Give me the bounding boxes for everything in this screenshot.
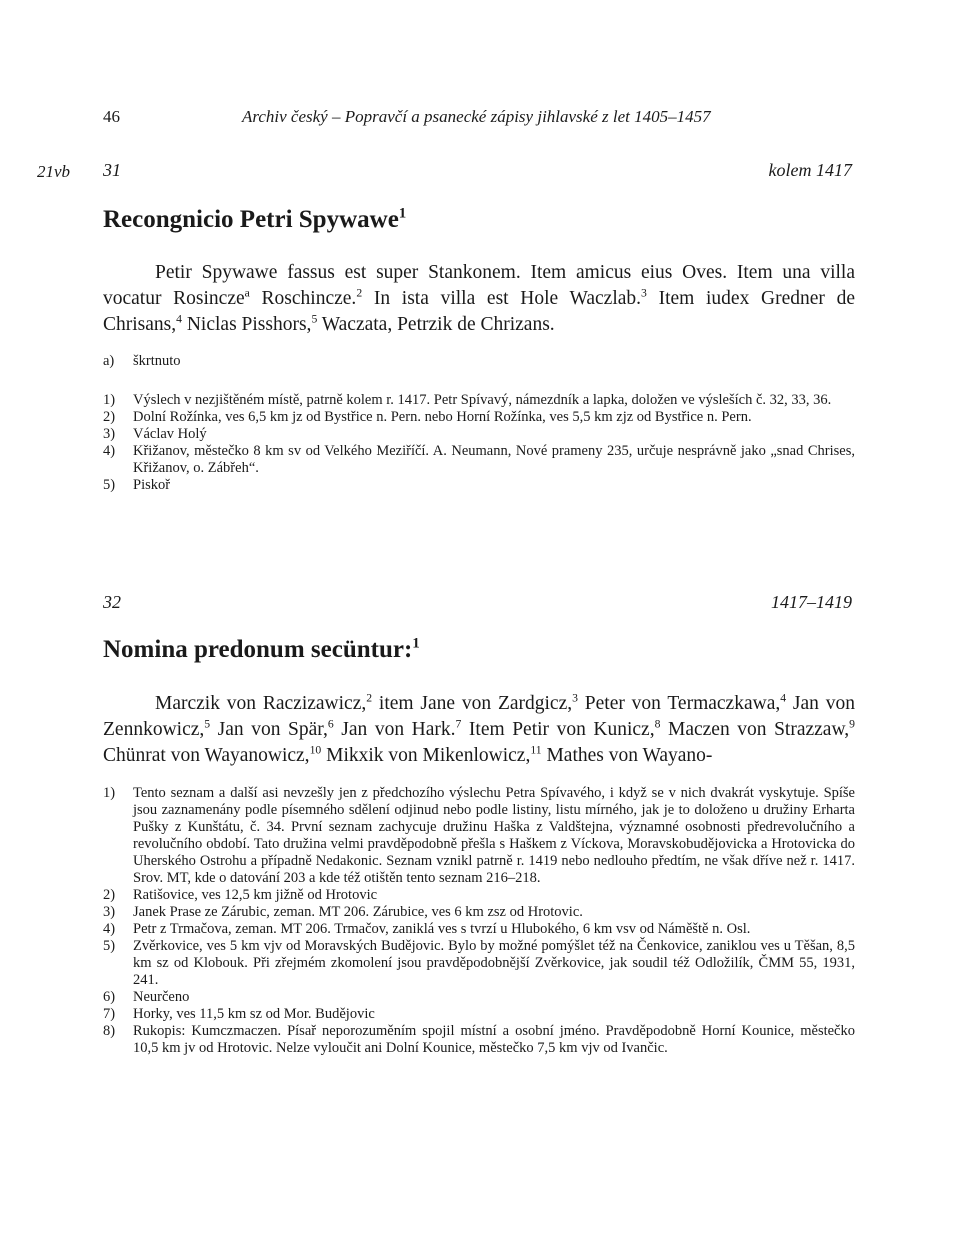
title-text: Nomina predonum secüntur: <box>103 636 413 663</box>
note-text: Neurčeno <box>133 989 190 1005</box>
footnote-ref: 1 <box>412 635 420 652</box>
footnotes-doc32 <box>103 785 855 1057</box>
note-number: 1) <box>103 785 116 801</box>
footnote-ref: 6 <box>327 717 334 731</box>
document-date: 1417–1419 <box>771 592 852 612</box>
text-segment: In ista villa est Hole Waczlab. <box>362 288 642 309</box>
footnote-ref: 4 <box>780 691 787 705</box>
text-segment: item Jane von Zardgicz, <box>372 693 573 714</box>
footnote-ref: 9 <box>849 717 855 731</box>
document-number: 32 <box>103 592 121 612</box>
note-text: Rukopis: Kumczmaczen. Písař neporozuměním spojil místní a osobní jméno. Pravděpodobně Horní Kounice, městečko 10,5 km jv od Hrotovic. Nelze vyloučit ani Dolní Kounice, městečko 7,5 km vjv od Ivančic. <box>133 1023 855 1056</box>
footnote-ref: 2 <box>366 691 373 705</box>
folio-reference: 21vb <box>37 162 71 181</box>
footnote <box>103 938 855 989</box>
footnote-ref: 7 <box>455 717 462 731</box>
note-text: Zvěrkovice, ves 5 km vjv od Moravských Budějovic. Bylo by možné pomýšlet též na Čenkovice, zaniklou ves u Těšan, 8,5 km sz od Klobouk. Při zřejmém zkomolení jsou pravděpodobnější Zvěrkovice, jak soudil též Odložilík, ČMM 55, 1931, 241. <box>133 938 855 988</box>
note-text: Tento seznam a další asi nevzešly jen z předchozího výslechu Petra Spívavého, i když se v nich dvakrát vyskytuje. Spíše jsou zaznamenány podle písemného sdělení odjinud nebo podle listiny, listu mírného, jak je to doloženo u družiny Erharta Pušky z Kunštátu, č. 34. První seznam zachycuje družinu Haška z Valdštejna, významné osobnosti předrevolučního a revolučního období. Tato družina velmi pravděpodobně přešla s Haškem z Víckova, Moravskobudějovicka a Hrotovicka do Uherského Ostrohu a případně Nedakonic. Seznam vznikl patrně r. 1419 nebo nedlouho předtím, ne však dříve než r. 1417. Srov. MT, kde o datování 203 a kde též otištěn tento seznam 216–218. <box>133 785 855 886</box>
note-number: 7) <box>103 1006 116 1022</box>
text-segment: Petir Spywawe fassus est super Stankonem. Item amicus eius Oves. Item una villa vocatur Rosincze <box>103 262 855 309</box>
text-segment: Peter von Termaczkawa, <box>577 693 781 714</box>
text-segment: Mikxik von Mikenlowicz, <box>321 745 531 766</box>
footnote <box>103 904 855 921</box>
note-number: 3) <box>103 426 116 442</box>
textual-note-ref: a <box>244 286 250 300</box>
note-text: Václav Holý <box>133 426 207 442</box>
footnotes-doc31 <box>103 392 855 494</box>
footnote <box>103 477 855 494</box>
footnote-ref: 2 <box>356 286 363 300</box>
footnote-ref: 8 <box>654 717 661 731</box>
footnote <box>103 409 855 426</box>
document-number: 31 <box>103 160 121 180</box>
text-segment: Item Petir von Kunicz, <box>461 719 655 740</box>
page-number: 46 <box>103 107 120 126</box>
footnote-ref: 1 <box>398 205 407 222</box>
text-segment: Jan von Zennkowicz, <box>103 693 855 740</box>
footnote <box>103 426 855 443</box>
footnote <box>103 1023 855 1057</box>
note-number: 2) <box>103 409 116 425</box>
note-number: a) <box>103 353 115 369</box>
note-text: Piskoř <box>133 477 171 493</box>
footnote-ref: 3 <box>572 691 578 705</box>
footnote <box>103 989 855 1006</box>
textual-note <box>103 353 855 370</box>
note-number: 5) <box>103 477 116 493</box>
text-segment: Marczik von Raczizawicz, <box>155 693 367 714</box>
footnote-ref: 10 <box>309 743 322 757</box>
footnote-ref: 5 <box>204 717 211 731</box>
text-segment: Roschincze. <box>249 288 357 309</box>
document-text <box>103 691 855 769</box>
note-text: Výslech v nezjištěném místě, patrně kolem r. 1417. Petr Spívavý, námezdník a lapka, doložen ve výsleších č. 32, 33, 36. <box>133 392 832 408</box>
footnote-ref: 5 <box>311 312 318 326</box>
note-number: 5) <box>103 938 116 954</box>
textual-notes <box>103 353 855 370</box>
footnote <box>103 392 855 409</box>
footnote <box>103 443 855 477</box>
text-segment: Item iudex Gredner de Chrisans, <box>103 288 856 335</box>
text-segment: Waczata, Petrzik de Chrizans. <box>317 314 555 335</box>
note-text: Ratišovice, ves 12,5 km jižně od Hrotovic <box>133 887 378 903</box>
note-text: Petr z Trmačova, zeman. MT 206. Trmačov, zaniklá ves s tvrzí u Hlubokého, 6 km vsv od Náměště n. Osl. <box>133 921 751 937</box>
note-text: Horky, ves 11,5 km sz od Mor. Budějovic <box>133 1006 375 1022</box>
document-title <box>103 636 420 664</box>
note-number: 4) <box>103 443 116 459</box>
footnote-ref: 4 <box>176 312 182 326</box>
note-number: 6) <box>103 989 116 1005</box>
note-text: Dolní Rožínka, ves 6,5 km jz od Bystřice n. Pern. nebo Horní Rožínka, ves 5,5 km zjz od Bystřice n. Pern. <box>133 409 752 425</box>
text-segment: Maczen von Strazzaw, <box>660 719 850 740</box>
document-date: kolem 1417 <box>768 160 852 180</box>
note-number: 4) <box>103 921 116 937</box>
footnote-ref: 11 <box>530 743 542 757</box>
document-text <box>103 260 855 338</box>
note-number: 1) <box>103 392 116 408</box>
footnote-ref: 3 <box>641 286 647 300</box>
footnote <box>103 1006 855 1023</box>
running-title: Archiv český – Popravčí a psanecké zápisy jihlavské z let 1405–1457 <box>242 107 711 126</box>
note-text: škrtnuto <box>133 353 181 369</box>
text-segment: Niclas Pisshors, <box>181 314 312 335</box>
note-number: 2) <box>103 887 116 903</box>
text-segment: Jan von Hark. <box>333 719 456 740</box>
note-text: Křižanov, městečko 8 km sv od Velkého Meziříčí. A. Neumann, Nové prameny 235, určuje nesprávně jako „snad Chrises, Křižanov, o. Zábřeh“. <box>133 443 855 476</box>
note-number: 8) <box>103 1023 116 1039</box>
text-segment: Chünrat von Wayanowicz, <box>103 745 310 766</box>
title-text: Recongnicio Petri Spywawe <box>103 206 399 233</box>
document-title <box>103 206 406 234</box>
text-segment: Jan von Spär, <box>210 719 328 740</box>
note-number: 3) <box>103 904 116 920</box>
footnote <box>103 785 855 887</box>
footnote <box>103 887 855 904</box>
note-text: Janek Prase ze Zárubic, zeman. MT 206. Zárubice, ves 6 km zsz od Hrotovic. <box>133 904 583 920</box>
text-segment: Mathes von Wayano- <box>541 745 713 766</box>
footnote <box>103 921 855 938</box>
